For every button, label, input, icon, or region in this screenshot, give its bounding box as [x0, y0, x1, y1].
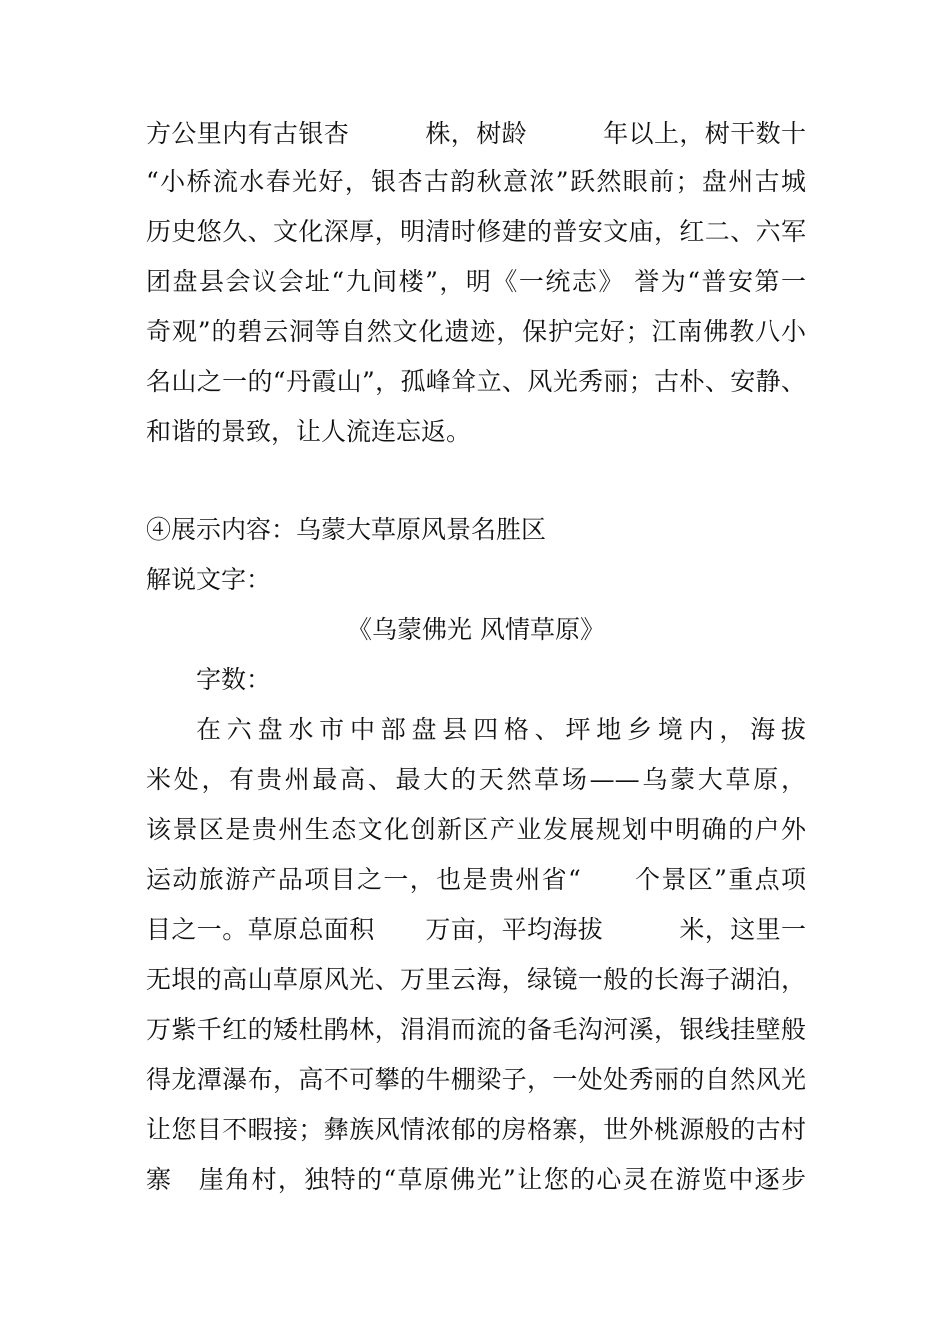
text-line: 运动旅游产品项目之一，也是贵州省“ 个景区”重点项: [146, 865, 806, 894]
section-title: 《乌蒙佛光 风情草原》: [347, 615, 605, 644]
text-line: 万紫千红的矮杜鹃林，涓涓而流的备毛沟河溪，银线挂壁般: [146, 1015, 806, 1044]
text-line: 和谐的景致，让人流连忘返。: [146, 417, 472, 446]
text-line: 目之一。草原总面积 万亩，平均海拔 米，这里一: [146, 915, 806, 944]
text-line: 寨 崖角村，独特的“草原佛光”让您的心灵在游览中逐步: [146, 1165, 806, 1194]
text-line: 无垠的高山草原风光、万里云海，绿镜一般的长海子湖泊，: [146, 965, 806, 994]
text-line: 方公里内有古银杏 株，树龄 年以上，树干数十: [146, 119, 806, 148]
text-line: “小桥流水春光好，银杏古韵秋意浓”跃然眼前；盘州古城: [146, 167, 806, 196]
text-line: 团盘县会议会址“九间楼”，明《一统志》 誉为“普安第一: [146, 267, 806, 296]
text-line: 让您目不暇接；彝族风情浓郁的房格寨，世外桃源般的古村: [146, 1115, 806, 1144]
caption-label: 解说文字：: [146, 565, 272, 594]
word-count-label: 字数：: [196, 665, 272, 694]
text-line: 得龙潭瀑布，高不可攀的牛棚梁子，一处处秀丽的自然风光: [146, 1065, 806, 1094]
text-line: 在六盘水市中部盘县四格、坪地乡境内，海拔: [196, 715, 806, 744]
text-line: 奇观”的碧云洞等自然文化遗迹，保护完好；江南佛教八小: [146, 317, 806, 346]
text-line: 该景区是贵州生态文化创新区产业发展规划中明确的户外: [146, 815, 806, 844]
text-line: 米处，有贵州最高、最大的天然草场——乌蒙大草原，: [146, 765, 806, 794]
text-line: 历史悠久、文化深厚，明清时修建的普安文庙，红二、六军: [146, 217, 806, 246]
text-line: 名山之一的“丹霞山”，孤峰耸立、风光秀丽；古朴、安静、: [146, 367, 806, 396]
section-heading: ④展示内容：乌蒙大草原风景名胜区: [146, 515, 547, 544]
